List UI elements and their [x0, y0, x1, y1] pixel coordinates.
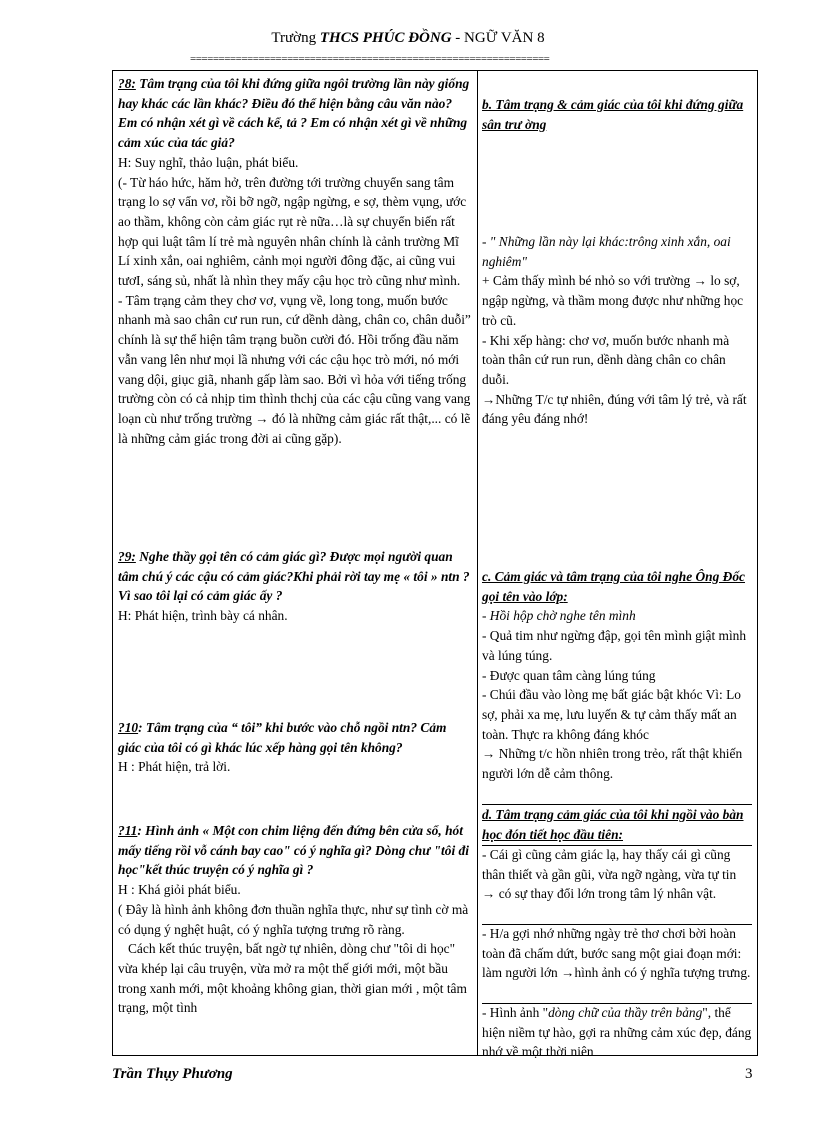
question-8 [118, 74, 472, 448]
question-9 [118, 547, 472, 626]
content-item: → Những t/c hồn nhiên trong trẻo, rất thật khiến người lớn dễ cảm thông. [482, 746, 743, 782]
question-11 [118, 821, 472, 1018]
section-heading: d. Tâm trạng cảm giác của tôi khi ngồi vào bàn học đón tiết học đầu tiên [482, 807, 744, 842]
section-d-body [482, 845, 752, 904]
content-item: - Cái gì cũng cảm giác lạ, hay thấy cái gì cũng thân thiết và gần gũi, vừa ngỡ ngàng, vừa tự tin → có sự thay đổi lớn trong tâm lý nhân vật. [482, 847, 737, 902]
question-text: : Hình ảnh « Một con chim liệng đến đứng bên cửa sổ, hót mấy tiếng rồi vỗ cánh bay cao" có ý nghĩa gì? Dòng chư "tôi đi học"kết thúc truyện có ý nghĩa gì ? [118, 823, 469, 878]
author-name: Trần Thụy Phương [112, 1066, 233, 1082]
answer-paragraph: - Tâm trạng cảm they chơ vơ, vụng về, long tong, muốn bước nhanh mà sao chân cư run run, cứ dềnh dàng, chân co, chân duỗi” chính là sự thể hiện tâm trạng buồn cười đó. Hồi trống đầu năm vẫn vang lên như mọi lầ nhưng với các cậu học trò mới, nó mới vang dội, giục giã, nhanh gấp làm sao. Bởi vì hỏa với tiếng trống trường còn có cả nhịp tim thình thchj của các cậu cũng vang vang loạn cù như trống trường → đó là những cảm giác rất thật,... có lẽ là những cảm giác trong đời ai cũng gặp). [118, 292, 471, 446]
method-text: H : Khá giỏi phát biểu. [118, 882, 241, 898]
content-item: - Chúi đầu vào lòng mẹ bất giác bật khóc Vì: Lo sợ, phải xa mẹ, lưu luyến & tự cảm thấy mất an toàn. Thực ra không đáng khóc [482, 687, 741, 742]
section-d-body-3 [482, 1003, 752, 1062]
answer-paragraph: Cách kết thúc truyện, bất ngờ tự nhiên, dòng chư "tôi di học" vừa khép lại câu truyện, vừa mở ra một thế giới mới, một bầu trong xanh mới, một khoảng không gian, thời gian mới , một tâm trạng, một tình [118, 941, 467, 1016]
section-b-body [482, 232, 752, 429]
page-number: 3 [745, 1066, 753, 1082]
section-d-body-2 [482, 924, 752, 983]
header-prefix: Trường [271, 30, 317, 46]
method-text: H : Phát hiện, trả lời. [118, 759, 231, 775]
section-heading: b. Tâm trạng & cảm giác của tôi khi đứng giữa sân trư ờng [482, 97, 744, 132]
content-item: - Hình ảnh "dòng chữ của thầy trên bảng", thể hiện niềm tự hào, gợi ra những cảm xúc đẹp, đáng nhớ về một thời niên [482, 1005, 752, 1060]
question-10 [118, 718, 472, 777]
question-number: ?8: [118, 76, 136, 91]
school-name: THCS PHÚC ĐỒNG [319, 30, 452, 46]
section-c: c. Cảm giác và tâm trạng của tôi nghe Ông Đốc gọi tên vào lớp: - Hồi hộp chờ nghe tên mình - Quả tim như ngừng đập, gọi tên mình giật mình và lúng túng. - Được quan tâm càng lúng túng - Chúi đầu vào lòng mẹ bất giác bật khóc Vì: Lo sợ, phải xa mẹ, lưu luyến & tự cảm thấy mất an toàn. Thực ra không đáng khóc → Những t/c hồn nhiên trong trẻo, rất thật khiến người lớn dễ cảm thông. [482, 567, 752, 784]
quote-text: - " Những lần này lại khác:trông xinh xắn, oai nghiêm" [482, 234, 731, 269]
question-number: ?9: [118, 549, 136, 564]
content-item: + Cảm thấy mình bé nhỏ so với trường → lo sợ, ngập ngừng, và thầm mong được như những học trò cũ. [482, 273, 744, 328]
question-text: Tâm trạng của tôi khi đứng giữa ngôi trường lần này giống hay khác các lần khác? Điều đó thể hiện bằng câu văn nào? Em có nhận xét gì về cách kể, tả ? Em có nhận xét gì về những cảm xúc của tác giả? [118, 76, 470, 151]
method-text: H: Suy nghĩ, thảo luận, phát biểu. [118, 154, 299, 170]
column-divider [477, 71, 478, 1055]
method-text: H: Phát hiện, trình bày cá nhân. [118, 608, 288, 624]
question-number: ?11 [118, 823, 138, 838]
question-number: ?10 [118, 720, 139, 735]
header-rule: =============================================================== [190, 53, 550, 65]
content-item: - Khi xếp hàng: chơ vơ, muốn bước nhanh mà toàn thân cứ run run, dềnh dàng chân co chân duỗi. [482, 332, 730, 387]
answer-paragraph: (- Từ háo hức, hăm hở, trên đường tới trường chuyển sang tâm trạng lo sợ vẩn vơ, rồi bỡ ngỡ, ngập ngừng, e sợ, thèm vụng, ước ao thầm, không còn cảm giác rụt rè nữa…là sự chuyển biến rất hợp qui luật tâm lí trẻ mà nguyên nhân chính là cảnh trường Mĩ Lí xinh xắn, oai nghiêm, cảnh mọi người đông đặc, ai cũng vui tươI, sáng sủ, nhất là nhìn they mấy cậu học trò cũng như mình. [118, 174, 467, 289]
section-heading: c. Cảm giác và tâm trạng của tôi nghe Ông Đốc gọi tên vào lớp [482, 569, 745, 604]
content-item: →Những T/c tự nhiên, đúng với tâm lý trẻ, và rất đáng yêu đáng nhớ! [482, 391, 747, 427]
section-d: d. Tâm trạng cảm giác của tôi khi ngồi vào bàn học đón tiết học đầu tiên: [482, 807, 744, 842]
page-header [0, 30, 816, 47]
lesson-table [112, 70, 758, 1060]
answer-paragraph: ( Đây là hình ảnh không đơn thuần nghĩa thực, như sự tình cờ mà có dụng ý nghệt huật, có ý nghĩa tượng trưng rõ ràng. [118, 901, 469, 937]
subject-name: - NGỮ VĂN 8 [455, 30, 545, 46]
content-item: - H/a gợi nhớ những ngày trẻ thơ chơi bời hoàn toàn đã chấm dứt, bước sang một giai đoạn mới: làm người lớn →hình ảnh có ý nghĩa tượng trưng. [482, 926, 751, 981]
section-b [482, 95, 752, 134]
question-text: Nghe thầy gọi tên có cảm giác gì? Được mọi người quan tâm chú ý các cậu có cảm giác?Khi phải rời tay mẹ « tôi » ntn ? Vì sao tôi lại có cảm giác ấy ? [118, 549, 470, 604]
question-text: : Tâm trạng của “ tôi” khi bước vào chỗ ngồi ntn? Cảm giác của tôi có gì khác lúc xếp hàng gọi tên không? [118, 720, 447, 755]
content-item: - Hồi hộp chờ nghe tên mình [482, 608, 636, 624]
content-item: - Quả tim như ngừng đập, gọi tên mình giật mình và lúng túng. [482, 628, 747, 663]
content-item: - Được quan tâm càng lúng túng [482, 667, 656, 683]
